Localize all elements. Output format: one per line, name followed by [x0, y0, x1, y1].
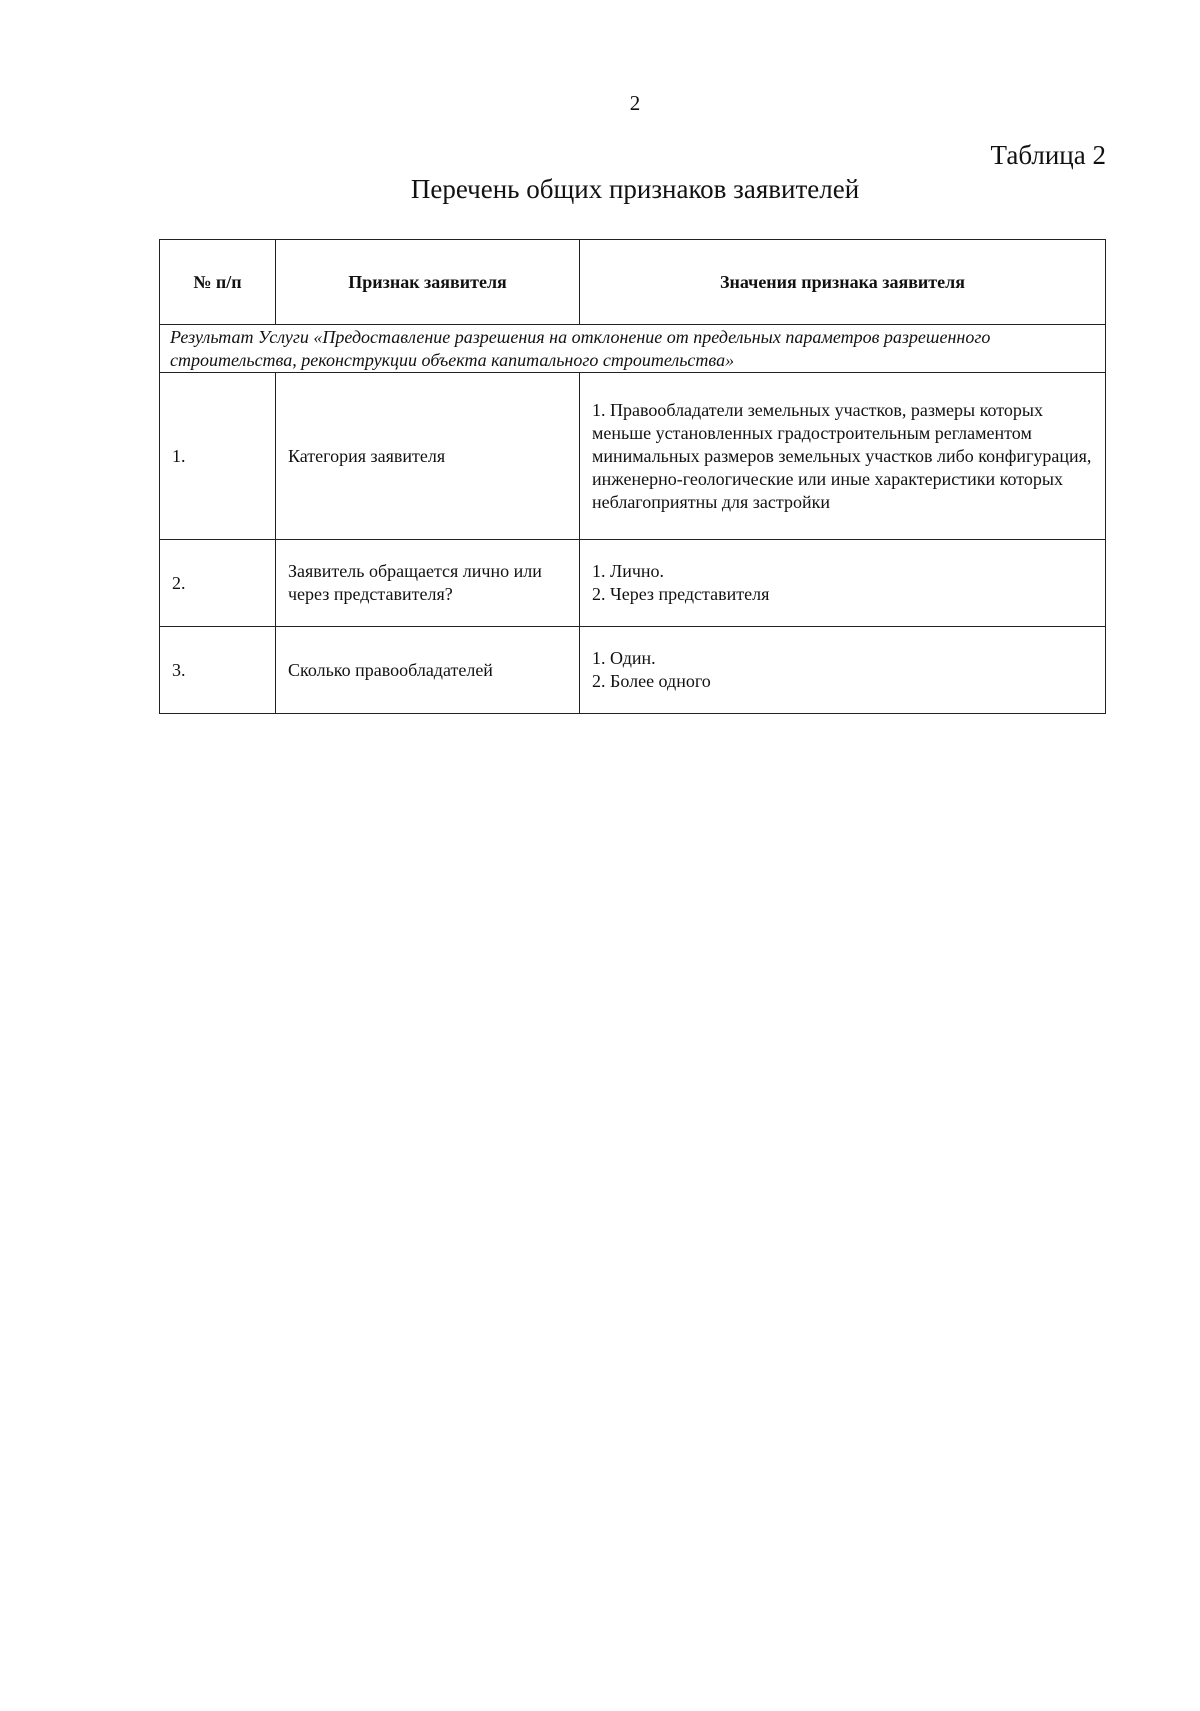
- row-number: 3.: [160, 627, 276, 714]
- applicant-features-table: [159, 239, 1106, 714]
- page-number: 2: [629, 91, 641, 115]
- row-feature: Категория заявителя: [276, 373, 580, 540]
- row-feature: Заявитель обращается лично или через представителя?: [276, 540, 580, 627]
- value-item: 2. Более одного: [592, 671, 711, 691]
- header-num: № п/п: [160, 240, 276, 325]
- row-values: [580, 373, 1106, 540]
- table-label: Таблица 2: [990, 140, 1106, 170]
- header-values: Значения признака заявителя: [580, 240, 1106, 325]
- row-number: 1.: [160, 373, 276, 540]
- value-item: 1. Один.: [592, 648, 656, 668]
- value-item: 1. Лично.: [592, 561, 665, 581]
- value-item: 1. Правообладатели земельных участков, размеры которых меньше установленных градостроительным регламентом минимальных размеров земельных участков либо конфигурация, инженерно-геологические или иные характеристики которых неблагоприятны для застройки: [592, 399, 1092, 512]
- section-row: [160, 325, 1106, 373]
- table-row: [160, 627, 1106, 714]
- value-item: 2. Через представителя: [592, 584, 770, 604]
- section-title: Результат Услуги «Предоставление разрешения на отклонение от предельных параметров разрешенного строительства, реконструкции объекта капитального строительства»: [160, 325, 1106, 373]
- row-number: 2.: [160, 540, 276, 627]
- row-values: [580, 540, 1106, 627]
- row-values: [580, 627, 1106, 714]
- row-feature: Сколько правообладателей: [276, 627, 580, 714]
- header-feature: Признак заявителя: [276, 240, 580, 325]
- document-title: Перечень общих признаков заявителей: [410, 174, 860, 204]
- table-row: [160, 540, 1106, 627]
- table-row: [160, 373, 1106, 540]
- table-header-row: [160, 240, 1106, 325]
